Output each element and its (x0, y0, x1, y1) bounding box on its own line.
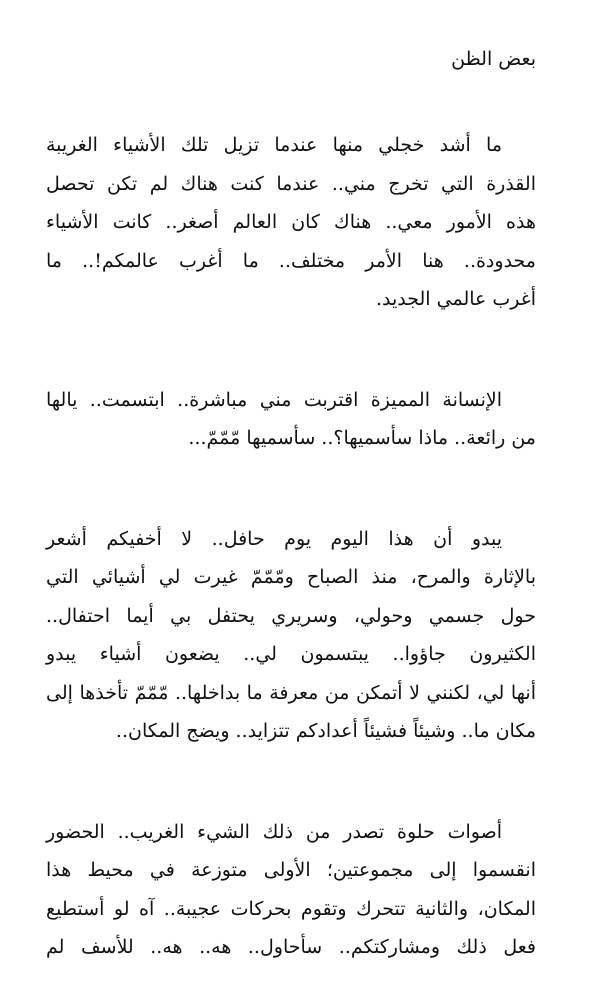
text-line: أنها لي، لكنني لا أتمكن من معرفة ما بداخلها.. مّمّمّ تأخذها إلى (46, 681, 536, 704)
text-line: الكثيرون جاؤوا.. يبتسمون لي.. يضعون أشياء يبدو (46, 643, 536, 665)
text-line: من رائعة.. ماذا سأسميها؟.. سأسميها مّمّمّ... (188, 427, 536, 449)
paragraph (46, 126, 536, 319)
paragraph (46, 381, 536, 458)
text-line: فعل ذلك ومشارکتکم.. سأحاول.. هه.. هه.. للأسف لم (46, 936, 536, 958)
chapter-title: بعض الظن (451, 48, 536, 70)
paragraph (46, 813, 536, 967)
text-line: ما أشد خجلي منها عندما تزيل تلك الأشياء الغريبة (46, 134, 502, 156)
body-text (46, 126, 536, 967)
text-line: مكان ما.. وشيئاً فشيئاً أعدادكم تتزايد.. ويضج المكان.. (115, 720, 536, 742)
text-line: بالإثارة والمرح، منذ الصباح ومّمّمّ غيرت لي أشيائي التي (46, 566, 536, 588)
text-line: القذرة التي تخرج مني.. عندما كنت هناك لم تكن تحصل (46, 172, 536, 195)
text-line: الإنسانة المميزة اقتربت مني مباشرة.. ابتسمت.. يالها (46, 388, 502, 411)
text-line: حول جسمي وحولي، وسريري يحتفل بي أيما احتفال.. (46, 604, 536, 627)
text-line: محدودة.. هنا الأمر مختلف.. ما أغرب عالمكم!.. ما (46, 249, 536, 272)
text-line: أغرب عالمي الجديد. (375, 288, 536, 310)
text-line: أصوات حلوة تصدر من ذلك الشيء الغريب.. الحضور (46, 820, 502, 843)
text-line: المكان، والثانية تتحرك وتقوم بحركات عجيبة.. آه لو أستطيع (46, 897, 536, 920)
text-line: يبدو أن هذا اليوم يوم حافل.. لا أخفيكم أشعر (46, 527, 502, 550)
text-line: انقسموا إلى مجموعتين؛ الأولى متوزعة في محيط هذا (46, 859, 536, 881)
paragraph (46, 520, 536, 751)
text-line: هذه الأمور معي.. هناك كان العالم أصغر.. كانت الأشياء (46, 211, 536, 233)
